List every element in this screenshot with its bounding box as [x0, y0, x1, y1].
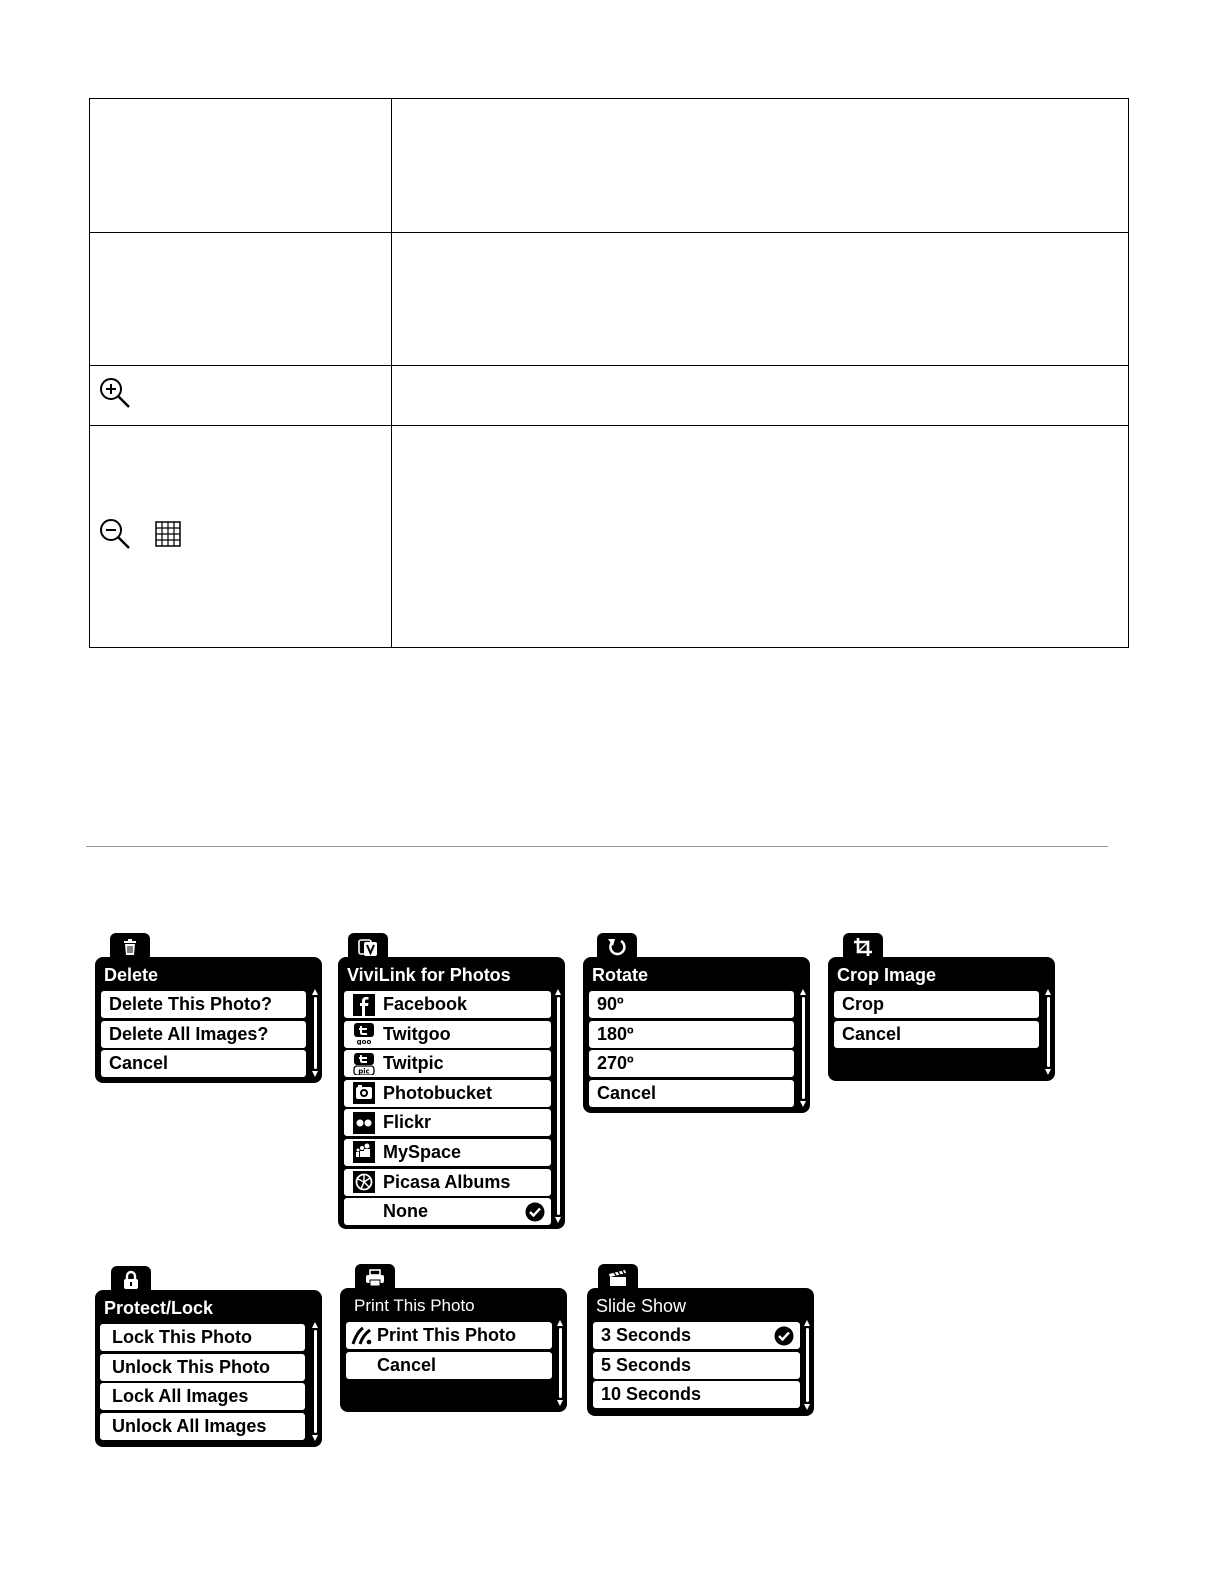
menu-item-label: Flickr [383, 1112, 432, 1133]
menu-item-twitgoo[interactable] [344, 1021, 551, 1048]
horizontal-rule [86, 846, 1108, 847]
menu-item-label: Unlock This Photo [112, 1356, 271, 1377]
twitpic-icon [352, 1053, 376, 1075]
table-cell [90, 366, 392, 426]
slide-show-menu [587, 1264, 814, 1416]
reference-table [89, 98, 1129, 648]
menu-title: Rotate [592, 965, 649, 985]
menu-item-delete-this-photo[interactable] [101, 991, 306, 1018]
menu-item-rotate-270[interactable] [589, 1050, 794, 1077]
scrollbar[interactable] [804, 1320, 811, 1410]
menu-item-label: Delete All Images? [109, 1023, 269, 1044]
table-cell [90, 426, 392, 648]
svg-text:goo: goo [356, 1038, 372, 1046]
photobucket-icon [352, 1082, 376, 1104]
menu-title: Slide Show [596, 1296, 687, 1316]
protect-lock-menu [95, 1266, 322, 1447]
table-cell [90, 233, 392, 366]
rotate-menu [583, 933, 810, 1113]
menu-item-label: Photobucket [383, 1082, 493, 1103]
checkmark-icon [774, 1326, 794, 1351]
menu-item-label: Facebook [383, 994, 468, 1014]
menu-item-cancel[interactable] [101, 1050, 306, 1077]
zoom-out-icon [98, 517, 132, 556]
twitgoo-icon [352, 1023, 376, 1045]
menu-item-none[interactable] [344, 1198, 551, 1225]
scrollbar[interactable] [557, 1320, 564, 1406]
menu-item-label: 270º [597, 1053, 634, 1074]
menu-item-10-seconds[interactable] [593, 1381, 800, 1408]
menu-item-print-this-photo[interactable] [346, 1322, 552, 1349]
menu-item-label: Cancel [377, 1354, 437, 1375]
menu-item-5-seconds[interactable] [593, 1352, 800, 1379]
table-row [90, 233, 1129, 366]
menu-title: ViviLink for Photos [347, 965, 511, 985]
menu-item-cancel[interactable] [834, 1021, 1039, 1048]
scrollbar[interactable] [555, 989, 562, 1223]
menu-item-label: 10 Seconds [601, 1384, 702, 1405]
menu-item-label: MySpace [383, 1141, 462, 1162]
menu-item-label: None [383, 1201, 428, 1222]
delete-menu [95, 933, 322, 1083]
checkmark-icon [525, 1202, 545, 1227]
table-cell [392, 99, 1129, 233]
menu-item-myspace[interactable] [344, 1139, 551, 1166]
menu-item-cancel[interactable] [346, 1352, 552, 1379]
menu-item-label: Delete This Photo? [109, 994, 273, 1014]
thumbnail-grid-icon [154, 520, 182, 553]
menu-item-lock-all-images[interactable] [100, 1383, 305, 1410]
menu-item-label: Twitgoo [383, 1023, 451, 1044]
menu-item-label: Lock All Images [112, 1386, 249, 1407]
menu-title: Protect/Lock [104, 1298, 214, 1318]
menu-title: Crop Image [837, 965, 937, 985]
crop-menu [828, 933, 1055, 1081]
vivilink-menu [338, 933, 565, 1229]
zoom-in-icon [98, 376, 132, 415]
table-row [90, 366, 1129, 426]
myspace-icon [352, 1141, 376, 1163]
table-cell [392, 426, 1129, 648]
menu-title: Print This Photo [354, 1296, 475, 1315]
menu-item-label: 90º [597, 994, 624, 1014]
menu-item-crop[interactable] [834, 991, 1039, 1018]
pictbridge-icon [350, 1325, 374, 1347]
menu-item-twitpic[interactable] [344, 1050, 551, 1077]
menu-item-photobucket[interactable] [344, 1080, 551, 1107]
svg-text:pic: pic [358, 1067, 370, 1075]
scrollbar[interactable] [800, 989, 807, 1107]
flickr-icon [352, 1112, 376, 1134]
print-menu [340, 1264, 567, 1412]
menu-item-label: Cancel [109, 1053, 169, 1074]
picasa-icon [352, 1171, 376, 1193]
table-row [90, 99, 1129, 233]
menu-item-label: 3 Seconds [601, 1325, 692, 1345]
menu-item-unlock-this-photo[interactable] [100, 1354, 305, 1381]
menu-title: Delete [104, 965, 159, 985]
menu-item-label: Unlock All Images [112, 1415, 267, 1436]
table-cell [392, 366, 1129, 426]
menu-item-label: Picasa Albums [383, 1171, 511, 1192]
menu-item-label: Cancel [842, 1023, 902, 1044]
menu-item-label: Print This Photo [377, 1325, 516, 1345]
menu-item-delete-all-images[interactable] [101, 1021, 306, 1048]
scrollbar[interactable] [312, 1322, 319, 1441]
menu-item-lock-this-photo[interactable] [100, 1324, 305, 1351]
menu-item-label: Twitpic [383, 1053, 444, 1074]
menu-item-3-seconds[interactable] [593, 1322, 800, 1349]
menu-item-cancel[interactable] [589, 1080, 794, 1107]
menu-item-label: 180º [597, 1023, 634, 1044]
scrollbar[interactable] [1045, 989, 1052, 1075]
menu-item-rotate-180[interactable] [589, 1021, 794, 1048]
table-cell [90, 99, 392, 233]
scrollbar[interactable] [312, 989, 319, 1077]
menu-item-label: Crop [842, 994, 884, 1014]
menu-item-facebook[interactable] [344, 991, 551, 1018]
menu-item-picasa-albums[interactable] [344, 1169, 551, 1196]
menu-item-unlock-all-images[interactable] [100, 1413, 305, 1440]
facebook-icon [352, 994, 376, 1016]
table-row [90, 426, 1129, 648]
menu-item-rotate-90[interactable] [589, 991, 794, 1018]
menu-item-flickr[interactable] [344, 1109, 551, 1136]
menu-item-label: Lock This Photo [112, 1327, 253, 1347]
menu-item-label: Cancel [597, 1082, 657, 1103]
table-cell [392, 233, 1129, 366]
menu-item-label: 5 Seconds [601, 1354, 692, 1375]
